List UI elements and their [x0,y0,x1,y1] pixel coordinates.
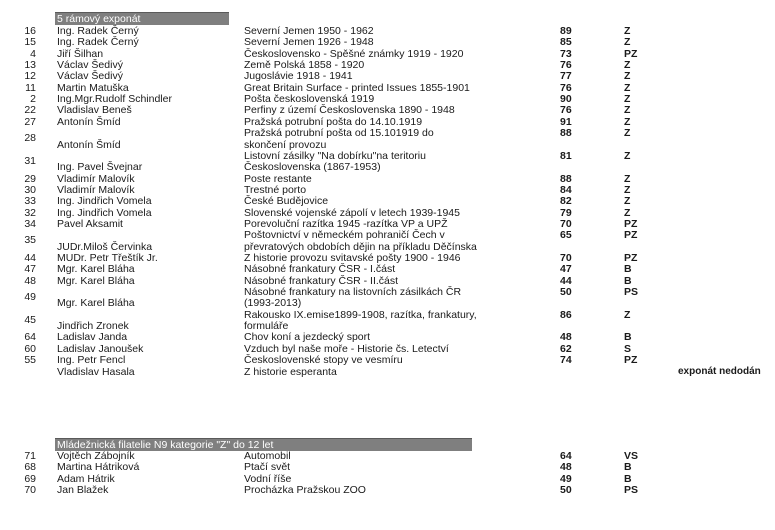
exhibitor-name: Vladimír Malovík [57,183,135,196]
exhibitor-name: Václav Šedivý [57,70,123,83]
exhibit-number: 22 [24,104,36,117]
points-value: 70 [560,252,572,264]
medal-grade: Z [624,183,631,196]
points-value: 48 [560,461,572,474]
exhibit-title: Násobné frankatury na listovních zásilkách ČR [244,286,462,299]
medal-grade: Z [624,308,631,321]
medal-grade: PS [624,286,639,299]
exhibitor-name: Ing. Pavel Švejnar [57,161,143,174]
points-value: 62 [560,342,572,355]
points-value: 77 [560,70,572,83]
medal-grade: PZ [624,47,638,60]
exhibit-title: Vzduch byl naše moře - Historie čs. Letectví [244,342,449,355]
medal-grade: Z [624,149,631,162]
exhibitor-name: Ing. Radek Černý [57,36,139,49]
exhibit-number: 68 [24,461,36,474]
exhibitor-name: Jindřich Zronek [57,320,129,333]
points-value: 81 [560,149,572,162]
exhibit-title: Porevoluční razítka 1945 -razítka VP a UPŽ [244,217,448,230]
medal-grade: PS [624,484,639,497]
exhibit-number: 34 [24,217,36,230]
medal-grade: B [624,331,632,344]
points-value: 65 [560,229,572,242]
exhibitor-name: Ing. Jindřich Vomela [57,206,152,219]
exhibit-number: 55 [24,354,36,367]
medal-grade: Z [624,115,631,128]
exhibit-number: 64 [24,331,36,344]
exhibit-title: Československé stopy ve vesmíru [244,354,403,367]
points-value: 82 [560,195,572,208]
exhibit-title: Ptačí svět [244,461,291,474]
exhibit-number: 44 [24,252,36,264]
exhibitor-name: Ing. Petr Fencl [57,354,126,367]
status-note: exponát nedodán [678,365,761,377]
exhibitor-name: Mgr. Karel Bláha [57,297,135,310]
medal-grade: Z [624,195,631,208]
exhibit-title: Z historie provozu svitavské pošty 1900 - 1946 [244,252,461,264]
exhibit-title: Pražská potrubní pošta do 14.10.1919 [244,115,423,128]
exhibit-number: 32 [24,206,36,219]
exhibitor-name: Ing. Jindřich Vomela [57,195,152,208]
points-value: 89 [560,25,572,37]
medal-grade: Z [624,172,631,185]
exhibit-title: Z historie esperanta [244,365,337,378]
exhibit-title: Násobné frankatury ČSR - II.část [244,274,399,287]
points-value: 90 [560,93,572,106]
exhibit-title: Severní Jemen 1926 - 1948 [244,36,374,49]
exhibit-number: 16 [24,25,36,37]
exhibitor-name: Antonín Šmíd [57,115,121,128]
exhibit-number: 11 [25,81,36,94]
medal-grade: B [624,472,632,485]
exhibit-title: převratových obdobích dějin na příkladu Děčínska [244,240,477,253]
points-value: 44 [560,274,572,287]
exhibit-title: Československa (1867-1953) [244,161,381,174]
medal-grade: PZ [624,252,638,264]
medal-grade: Z [624,127,631,140]
medal-grade: VS [624,450,639,462]
exhibit-number: 28 [24,132,36,145]
exhibit-title: Chov koní a jezdecký sport [244,331,371,344]
points-value: 79 [560,206,572,219]
exhibit-title: Poštovnictví v německém pohraničí Čech v [244,229,445,242]
points-value: 91 [560,115,572,128]
exhibit-number: 15 [24,36,36,49]
points-value: 74 [560,354,572,367]
exhibit-title: Perfiny z území Československa 1890 - 1948 [244,104,455,117]
points-value: 76 [560,59,572,72]
medal-grade: PZ [624,354,638,367]
exhibitor-name: Jiří Šilhan [57,47,104,60]
medal-grade: B [624,263,632,276]
exhibit-number: 45 [24,313,36,326]
medal-grade: Z [624,206,631,219]
exhibitor-name: Martina Hátriková [57,461,140,474]
exhibit-title: Procházka Pražskou ZOO [244,484,366,497]
exhibit-number: 2 [30,93,36,106]
section-heading-5-frame: 5 rámový exponát [55,12,229,25]
exhibit-number: 4 [30,47,36,60]
exhibit-title: skončení provozu [244,138,327,151]
exhibit-title: Severní Jemen 1950 - 1962 [244,25,374,37]
exhibitor-name: Vojtěch Zábojník [57,450,135,462]
exhibitor-name: Mgr. Karel Bláha [57,274,135,287]
exhibitor-name: Václav Šedivý [57,59,123,72]
points-value: 50 [560,484,572,497]
points-value: 47 [560,263,572,276]
exhibitor-name: Antonín Šmíd [57,138,121,151]
exhibitor-name: Mgr. Karel Bláha [57,263,135,276]
exhibit-number: 47 [24,263,36,276]
exhibit-title: Československo - Spěšné známky 1919 - 1920 [244,47,464,60]
exhibit-title: Pražská potrubní pošta od 15.101919 do [244,127,434,140]
medal-grade: PZ [624,217,638,230]
exhibit-number: 60 [24,342,36,355]
exhibit-title: (1993-2013) [244,297,302,310]
exhibit-title: Pošta československá 1919 [244,93,375,106]
exhibit-number: 48 [24,274,36,287]
points-value: 85 [560,36,572,49]
exhibit-number: 69 [24,472,36,485]
exhibit-title: formuláře [244,320,289,333]
medal-grade: Z [624,93,631,106]
exhibit-number: 30 [24,183,36,196]
exhibitor-name: Adam Hátrik [57,472,115,485]
exhibit-number: 70 [24,484,36,497]
exhibit-title: Listovní zásilky "Na dobírku"na teritoriu [244,149,426,162]
medal-grade: Z [624,36,631,49]
exhibit-number: 49 [24,291,36,304]
points-value: 50 [560,286,572,299]
exhibit-number: 27 [24,115,36,128]
exhibit-title: Násobné frankatury ČSR - I.část [244,263,396,276]
points-value: 76 [560,81,572,94]
exhibit-title: České Budějovice [244,195,329,208]
exhibitor-name: Ladislav Janoušek [57,342,144,355]
exhibit-number: 13 [24,59,36,72]
exhibitor-name: Jan Blažek [57,484,109,497]
exhibit-number: 31 [24,154,36,167]
exhibit-number: 33 [24,195,36,208]
medal-grade: Z [624,59,631,72]
points-value: 86 [560,308,572,321]
exhibitor-name: Pavel Aksamit [57,217,123,230]
section-heading-youth: Mládežnická filatelie N9 kategorie "Z" do 12 let [55,438,472,451]
exhibit-title: Poste restante [244,172,312,185]
points-value: 73 [560,47,572,60]
medal-grade: B [624,461,632,474]
exhibit-title: Vodní říše [244,472,292,485]
medal-grade: S [624,342,632,355]
exhibitor-name: Ing. Radek Černý [57,25,139,37]
exhibit-title: Great Britain Surface - printed Issues 1855-1901 [244,81,470,94]
points-value: 48 [560,331,572,344]
exhibitor-name: Vladimír Malovík [57,172,135,185]
medal-grade: PZ [624,229,638,242]
medal-grade: Z [624,70,631,83]
exhibitor-name: JUDr.Miloš Červinka [57,240,153,253]
exhibitor-name: Vladislav Beneš [57,104,132,117]
exhibitor-name: MUDr. Petr Třeštík Jr. [57,252,158,264]
exhibit-title: Trestné porto [244,183,307,196]
exhibit-number: 35 [24,234,36,247]
points-value: 64 [560,450,572,462]
points-value: 88 [560,172,572,185]
points-value: 70 [560,217,572,230]
medal-grade: Z [624,25,631,37]
exhibitor-name: Vladislav Hasala [57,365,135,378]
exhibit-title: Automobil [244,450,291,462]
exhibit-title: Rakousko IX.emise1899-1908, razítka, frankatury, [244,308,477,321]
exhibit-title: Jugoslávie 1918 - 1941 [244,70,353,83]
exhibit-title: Slovenské vojenské zápolí v letech 1939-1945 [244,206,460,219]
exhibit-number: 29 [24,172,36,185]
points-value: 76 [560,104,572,117]
exhibitor-name: Ladislav Janda [57,331,128,344]
exhibit-number: 71 [24,450,36,462]
exhibitor-name: Martin Matuška [57,81,129,94]
exhibitor-name: Ing.Mgr.Rudolf Schindler [57,93,172,106]
points-value: 84 [560,183,572,196]
medal-grade: Z [624,81,631,94]
points-value: 88 [560,127,572,140]
exhibit-title: Země Polská 1858 - 1920 [244,59,365,72]
points-value: 49 [560,472,572,485]
medal-grade: Z [624,104,631,117]
medal-grade: B [624,274,632,287]
exhibit-number: 12 [24,70,36,83]
